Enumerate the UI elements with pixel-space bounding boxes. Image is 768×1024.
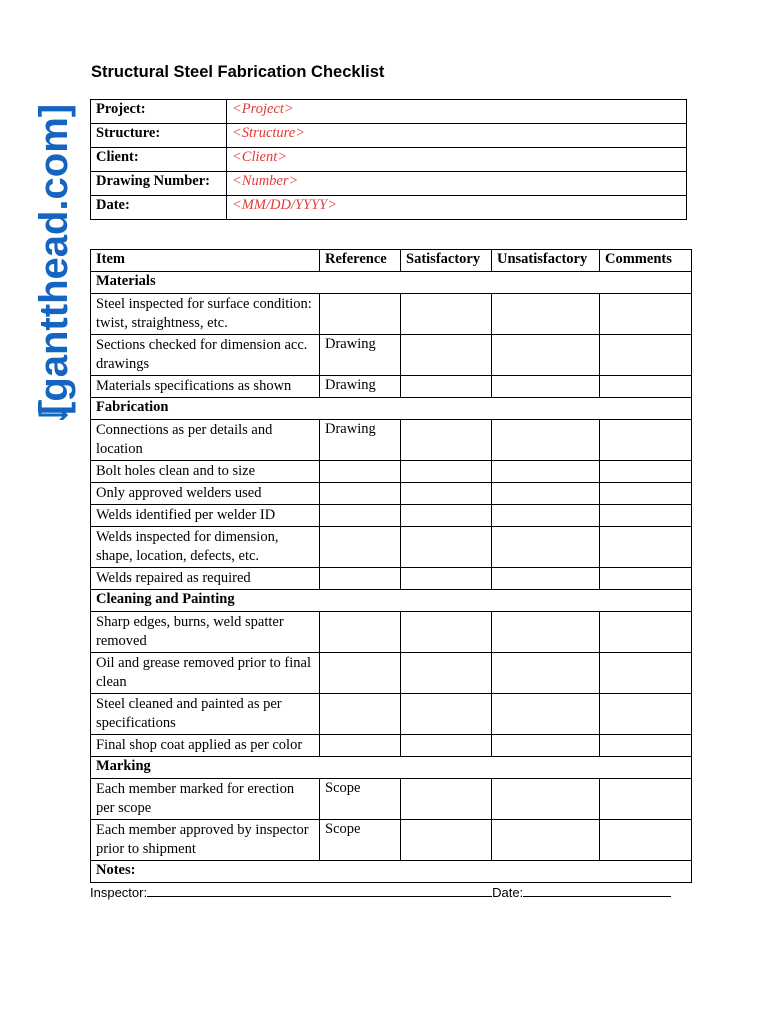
- satisfactory-cell[interactable]: [401, 820, 492, 861]
- col-comments-header: Comments: [600, 250, 692, 272]
- reference-cell: Scope: [320, 779, 401, 820]
- item-cell: Bolt holes clean and to size: [91, 461, 320, 483]
- section-cleaning-painting: Cleaning and Painting: [91, 590, 692, 612]
- unsatisfactory-cell[interactable]: [492, 483, 600, 505]
- item-cell: Steel inspected for surface condition: twist, straightness, etc.: [91, 294, 320, 335]
- reference-cell: [320, 735, 401, 757]
- unsatisfactory-cell[interactable]: [492, 779, 600, 820]
- structure-value[interactable]: <Structure>: [227, 124, 687, 148]
- comments-cell[interactable]: [600, 612, 692, 653]
- table-row: [91, 294, 692, 335]
- satisfactory-cell[interactable]: [401, 568, 492, 590]
- col-unsatisfactory-header: Unsatisfactory: [492, 250, 600, 272]
- item-cell: Each member marked for erection per scope: [91, 779, 320, 820]
- table-row: [91, 483, 692, 505]
- inspector-label: Inspector:: [90, 885, 148, 900]
- inspector-signature-line[interactable]: [147, 883, 492, 897]
- notes-field[interactable]: Notes:: [91, 861, 692, 883]
- comments-cell[interactable]: [600, 735, 692, 757]
- unsatisfactory-cell[interactable]: [492, 735, 600, 757]
- date-value[interactable]: <MM/DD/YYYY>: [227, 196, 687, 220]
- reference-cell: Drawing: [320, 420, 401, 461]
- table-row: [91, 568, 692, 590]
- table-row: [91, 420, 692, 461]
- satisfactory-cell[interactable]: [401, 420, 492, 461]
- item-cell: Steel cleaned and painted as per specifications: [91, 694, 320, 735]
- satisfactory-cell[interactable]: [401, 294, 492, 335]
- comments-cell[interactable]: [600, 779, 692, 820]
- section-marking: Marking: [91, 757, 692, 779]
- table-row: [91, 779, 692, 820]
- item-cell: Only approved welders used: [91, 483, 320, 505]
- item-cell: Welds repaired as required: [91, 568, 320, 590]
- satisfactory-cell[interactable]: [401, 694, 492, 735]
- signature-footer: [90, 883, 671, 900]
- comments-cell[interactable]: [600, 653, 692, 694]
- logo-text: [gantthead.com]: [32, 103, 76, 415]
- unsatisfactory-cell[interactable]: [492, 335, 600, 376]
- satisfactory-cell[interactable]: [401, 779, 492, 820]
- comments-cell[interactable]: [600, 527, 692, 568]
- reference-cell: [320, 483, 401, 505]
- comments-cell[interactable]: [600, 483, 692, 505]
- col-item-header: Item: [91, 250, 320, 272]
- unsatisfactory-cell[interactable]: [492, 505, 600, 527]
- table-row: [91, 735, 692, 757]
- satisfactory-cell[interactable]: [401, 653, 492, 694]
- structure-label: Structure:: [91, 124, 227, 148]
- project-info-table: [90, 99, 687, 220]
- reference-cell: [320, 527, 401, 568]
- item-cell: Welds identified per welder ID: [91, 505, 320, 527]
- satisfactory-cell[interactable]: [401, 483, 492, 505]
- checklist-table: [90, 249, 692, 883]
- date-signature-line[interactable]: [523, 883, 671, 897]
- project-label: Project:: [91, 100, 227, 124]
- table-row: [91, 694, 692, 735]
- section-fabrication: Fabrication: [91, 398, 692, 420]
- comments-cell[interactable]: [600, 694, 692, 735]
- table-row: [91, 820, 692, 861]
- satisfactory-cell[interactable]: [401, 735, 492, 757]
- item-cell: Each member approved by inspector prior to shipment: [91, 820, 320, 861]
- table-row: [91, 612, 692, 653]
- comments-cell[interactable]: [600, 420, 692, 461]
- item-cell: Welds inspected for dimension, shape, location, defects, etc.: [91, 527, 320, 568]
- gantthead-logo: [14, 40, 84, 420]
- table-row: [91, 505, 692, 527]
- unsatisfactory-cell[interactable]: [492, 420, 600, 461]
- section-materials: Materials: [91, 272, 692, 294]
- unsatisfactory-cell[interactable]: [492, 612, 600, 653]
- reference-cell: [320, 568, 401, 590]
- col-satisfactory-header: Satisfactory: [401, 250, 492, 272]
- table-row: [91, 335, 692, 376]
- unsatisfactory-cell[interactable]: [492, 694, 600, 735]
- item-cell: Oil and grease removed prior to final clean: [91, 653, 320, 694]
- client-value[interactable]: <Client>: [227, 148, 687, 172]
- comments-cell[interactable]: [600, 335, 692, 376]
- reference-cell: Drawing: [320, 335, 401, 376]
- satisfactory-cell[interactable]: [401, 527, 492, 568]
- comments-cell[interactable]: [600, 376, 692, 398]
- date-label: Date:: [91, 196, 227, 220]
- drawing-number-value[interactable]: <Number>: [227, 172, 687, 196]
- table-row: [91, 376, 692, 398]
- drawing-number-label: Drawing Number:: [91, 172, 227, 196]
- reference-cell: [320, 505, 401, 527]
- reference-cell: Drawing: [320, 376, 401, 398]
- comments-cell[interactable]: [600, 505, 692, 527]
- satisfactory-cell[interactable]: [401, 335, 492, 376]
- item-cell: Materials specifications as shown: [91, 376, 320, 398]
- unsatisfactory-cell[interactable]: [492, 568, 600, 590]
- table-row: [91, 653, 692, 694]
- reference-cell: Scope: [320, 820, 401, 861]
- table-row: [91, 527, 692, 568]
- comments-cell[interactable]: [600, 568, 692, 590]
- reference-cell: [320, 461, 401, 483]
- table-row: [91, 461, 692, 483]
- item-cell: Connections as per details and location: [91, 420, 320, 461]
- footer-date-label: Date:: [492, 885, 524, 900]
- reference-cell: [320, 612, 401, 653]
- unsatisfactory-cell[interactable]: [492, 294, 600, 335]
- item-cell: Sections checked for dimension acc. drawings: [91, 335, 320, 376]
- item-cell: Sharp edges, burns, weld spatter removed: [91, 612, 320, 653]
- col-reference-header: Reference: [320, 250, 401, 272]
- client-label: Client:: [91, 148, 227, 172]
- satisfactory-cell[interactable]: [401, 461, 492, 483]
- comments-cell[interactable]: [600, 461, 692, 483]
- satisfactory-cell[interactable]: [401, 376, 492, 398]
- reference-cell: [320, 653, 401, 694]
- reference-cell: [320, 694, 401, 735]
- unsatisfactory-cell[interactable]: [492, 376, 600, 398]
- unsatisfactory-cell[interactable]: [492, 461, 600, 483]
- unsatisfactory-cell[interactable]: [492, 820, 600, 861]
- satisfactory-cell[interactable]: [401, 505, 492, 527]
- page-title: Structural Steel Fabrication Checklist: [91, 63, 385, 81]
- unsatisfactory-cell[interactable]: [492, 527, 600, 568]
- item-cell: Final shop coat applied as per color: [91, 735, 320, 757]
- unsatisfactory-cell[interactable]: [492, 653, 600, 694]
- reference-cell: [320, 294, 401, 335]
- satisfactory-cell[interactable]: [401, 612, 492, 653]
- project-value[interactable]: <Project>: [227, 100, 687, 124]
- comments-cell[interactable]: [600, 294, 692, 335]
- comments-cell[interactable]: [600, 820, 692, 861]
